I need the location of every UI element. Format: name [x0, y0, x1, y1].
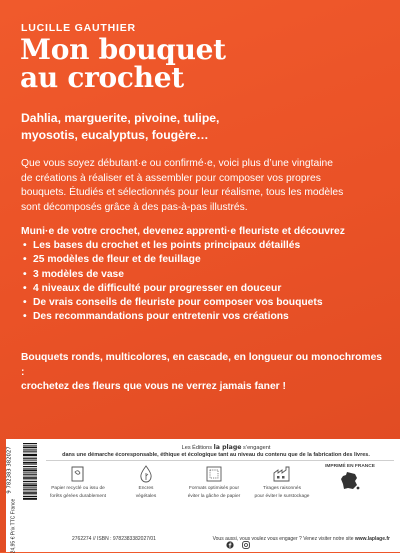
intro-line2: de créations à réaliser et à assembler pour composer vos propres: [21, 172, 321, 184]
list-item: [21, 239, 383, 253]
closing-line1: Bouquets ronds, multicolores, en cascade, en longueur ou monochromes :: [21, 352, 383, 378]
eco-item-ink: [118, 464, 174, 500]
list-lead: Muni·e de votre crochet, devenez apprenti·e fleuriste et découvrez: [21, 226, 345, 237]
eco-label-line1: Papier recyclé ou issu de: [51, 486, 105, 491]
back-cover-info-panel: [6, 439, 400, 552]
eco-label-line1: Encres: [138, 486, 154, 491]
editor-prefix: Les Éditions: [181, 445, 213, 451]
bullet: •: [23, 282, 27, 294]
barcode-digits: 9 782383 382027: [6, 446, 13, 494]
eco-item-paper: [50, 464, 106, 500]
bullet: •: [23, 268, 27, 280]
eco-item-format: [186, 464, 242, 500]
list-item: [21, 268, 383, 282]
footer-site-link[interactable]: www.laplage.fr: [354, 536, 390, 542]
feature-list: [21, 239, 383, 325]
book-title-line1: Mon bouquet: [20, 33, 226, 66]
eco-label-line2: éviter la gâche de papier: [187, 493, 241, 499]
list-item-text: 3 modèles de vase: [33, 268, 125, 280]
bullet: •: [23, 297, 27, 309]
footer-note: [213, 536, 390, 542]
commitment-text: dans une démarche écoresponsable, éthique et écologique tant au niveau du contenu que de la fabrication des livres.: [62, 452, 370, 458]
isbn: 2762274 // ISBN : 9782383382027/01: [72, 536, 156, 542]
eco-icons-row: [50, 464, 390, 524]
closing-line2: crochetez des fleurs que vous ne verrez jamais faner !: [21, 381, 286, 393]
list-item: [21, 253, 383, 267]
barcode-strip: [6, 439, 42, 552]
eco-label-line1: Tirages raisonnés: [263, 486, 301, 491]
bullet: •: [23, 311, 27, 323]
intro-line3: bouquets. Étudiés et sélectionnés pour leur réalisme, tous les modèles: [21, 187, 344, 199]
author-name: LUCILLE GAUTHIER: [21, 22, 136, 34]
divider: [46, 460, 394, 461]
book-title-line2: au crochet: [20, 61, 184, 94]
intro-paragraph: [21, 157, 383, 215]
intro-line4: sont décomposés grâce à des pas-à-pas illustrés.: [21, 201, 248, 213]
flowers-line1: Dahlia, marguerite, pivoine, tulipe,: [21, 111, 220, 125]
editor-commitment-heading: [182, 444, 271, 451]
paper-icon: [67, 464, 89, 484]
list-item: [21, 310, 383, 324]
closing-paragraph: [21, 351, 383, 395]
bullet: •: [23, 254, 27, 266]
eco-item-made-in-france: [322, 464, 378, 492]
eco-label-line2: forêts gérées durablement: [50, 493, 106, 499]
eco-label-line2: végétales: [135, 493, 157, 499]
list-item: [21, 296, 383, 310]
footer-prefix: Vous aussi, vous voulez vous engager ? Venez visiter notre site: [212, 536, 354, 542]
eco-item-print-run: [254, 464, 310, 500]
list-item-text: 4 niveaux de difficulté pour progresser en douceur: [33, 282, 282, 294]
list-item-text: 25 modèles de fleur et de feuillage: [33, 254, 201, 266]
eco-label-line2: pour éviter le surstockage: [254, 493, 310, 499]
eco-label-line1: Formats optimisés pour: [188, 486, 240, 491]
print-run-icon: [271, 464, 293, 484]
flowers-line2: myosotis, eucalyptus, fougère…: [21, 128, 209, 142]
ink-icon: [135, 464, 157, 484]
bullet: •: [23, 240, 27, 251]
panel-footer: [46, 531, 396, 547]
list-item-text: De vrais conseils de fleuriste pour composer vos bouquets: [33, 297, 323, 309]
flowers-subtitle: [21, 110, 383, 144]
list-item-text: Les bases du crochet et les points principaux détaillés: [33, 240, 301, 251]
intro-line1: Que vous soyez débutant·e ou confirmé·e, voici plus d’une vingtaine: [21, 158, 333, 169]
list-item-text: Des recommandations pour entretenir vos créations: [33, 311, 289, 323]
list-item: [21, 282, 383, 296]
eco-label-line1: IMPRIMÉ EN FRANCE: [325, 464, 375, 469]
book-title: [20, 33, 380, 94]
editor-brand: la plage: [213, 444, 242, 451]
price: 24,95 € Prix TTC France: [10, 498, 17, 553]
format-icon: [203, 464, 225, 484]
barcode-icon: [6, 443, 39, 501]
editor-suffix: s’engagent: [243, 445, 271, 451]
france-map-icon: [338, 470, 362, 492]
